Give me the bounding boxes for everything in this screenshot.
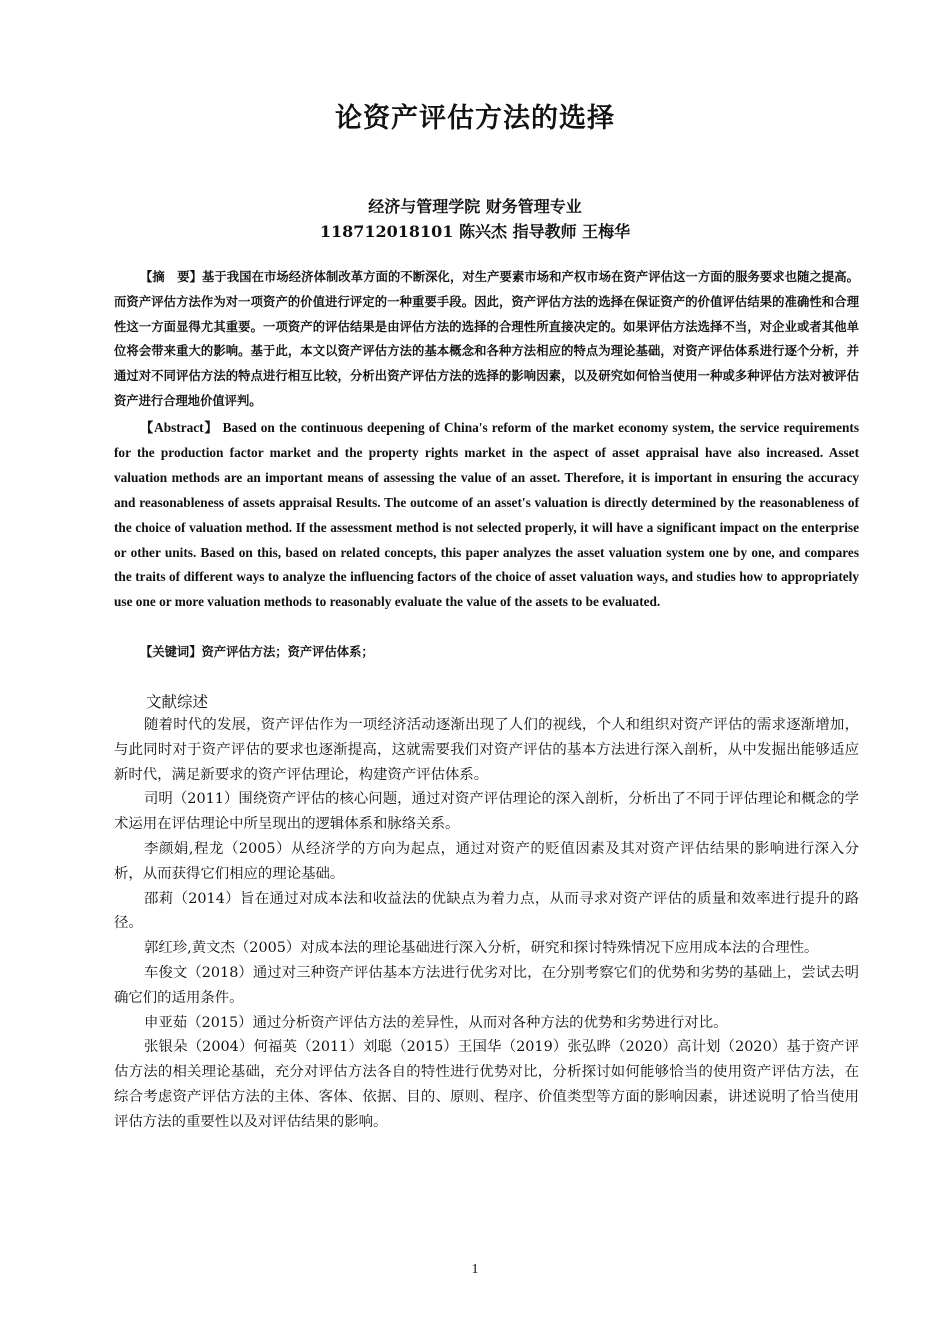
abstract-english-label: 【Abstract】 (140, 420, 219, 435)
page-title: 论资产评估方法的选择 (335, 103, 615, 134)
abstract-chinese-label: 【摘 要】 (140, 269, 202, 284)
keywords-label: 【关键词】 (140, 645, 202, 659)
author-affiliation: 经济与管理学院 财务管理专业 (368, 197, 582, 216)
body-paragraph: 车俊文（2018）通过对三种资产评估基本方法进行优劣对比，在分别考察它们的优势和劣势的基础上，尝试去明确它们的适用条件。 (114, 964, 859, 1006)
body-paragraph: 郭红珍,黄文杰（2005）对成本法的理论基础进行深入分析，研究和探讨特殊情况下应用成本法的合理性。 (144, 940, 819, 957)
section-heading: 文献综述 (146, 693, 209, 711)
body-paragraph: 申亚茹（2015）通过分析资产评估方法的差异性，从而对各种方法的优势和劣势进行对比。 (144, 1014, 728, 1031)
body-paragraph: 李颜娟,程龙（2005）从经济学的方向为起点，通过对资产的贬值因素及其对资产评估结果的影响进行深入分析，从而获得它们相应的理论基础。 (114, 840, 859, 882)
page-number: 1 (471, 1262, 479, 1277)
abstract-chinese-text: 基于我国在市场经济体制改革方面的不断深化，对生产要素市场和产权市场在资产评估这一方面的服务要求也随之提高。而资产评估方法作为对一项资产的价值进行评定的一种重要手段。因此，资产评估方法的选择在保证资产的价值评估结果的准确性和合理性这一方面显得尤其重要。一项资产的评估结果是由评估方法的选择的合理性所直接决定的。如果评估方法选择不当，对企业或者其他单位将会带来重大的影响。基于此，本文以资产评估方法的基本概念和各种方法相应的特点为理论基础，对资产评估体系进行逐个分析，并通过对不同评估方法的特点进行相互比较，分析出资产评估方法的选择的影响因素，以及研究如何恰当使用一种或多种评估方法对被评估资产进行合理地价值评判。 (114, 269, 859, 408)
abstract-english-text: Based on the continuous deepening of China's reform of the market economy system, the service requirements for the production factor market and the property rights market in the aspect of asset appraisal have also increased. Asset valuation methods are an important means of assessing the value of an asset. Therefore, it is important in ensuring the accuracy and reasonableness of assets appraisal Results. The outcome of an asset's valuation is directly determined by the reasonableness of the choice of valuation method. If the assessment method is not selected properly, it will have a significant impact on the enterprise or other units. Based on this, based on related concepts, this paper analyzes the asset valuation system one by one, and compares the traits of different ways to analyze the influencing factors of the choice of asset valuation ways, and studies how to appropriately use one or more valuation methods to reasonably evaluate the value of the assets to be evaluated. (114, 420, 859, 610)
author-name-line: 118712018101 陈兴杰 指导教师 王梅华 (319, 222, 631, 241)
body-paragraph: 邵莉（2014）旨在通过对成本法和收益法的优缺点为着力点，从而寻求对资产评估的质量和效率进行提升的路径。 (114, 890, 859, 932)
body-paragraph: 张银朵（2004）何福英（2011）刘聪（2015）王国华（2019）张弘晔（2020）高计划（2020）基于资产评估方法的相关理论基础，充分对评估方法各自的特性进行优势对比，分析探讨如何能够恰当的使用资产评估方法，在综合考虑资产评估方法的主体、客体、依据、目的、原则、程序、价值类型等方面的影响因素，讲述说明了恰当使用评估方法的重要性以及对评估结果的影响。 (114, 1039, 859, 1130)
keywords-text: 资产评估方法；资产评估体系； (201, 644, 374, 659)
body-paragraph: 随着时代的发展，资产评估作为一项经济活动逐渐出现了人们的视线，个人和组织对资产评估的需求逐渐增加，与此同时对于资产评估的要求也逐渐提高，这就需要我们对资产评估的基本方法进行深入剖析，从中发掘出能够适应新时代，满足新要求的资产评估理论，构建资产评估体系。 (114, 717, 859, 783)
body-paragraph: 司明（2011）围绕资产评估的核心问题，通过对资产评估理论的深入剖析，分析出了不同于评估理论和概念的学术运用在评估理论中所呈现出的逻辑体系和脉络关系。 (114, 791, 859, 833)
abstract-chinese (114, 265, 859, 414)
section-body (114, 713, 859, 1135)
abstract-english (114, 416, 859, 615)
keywords (140, 640, 859, 664)
